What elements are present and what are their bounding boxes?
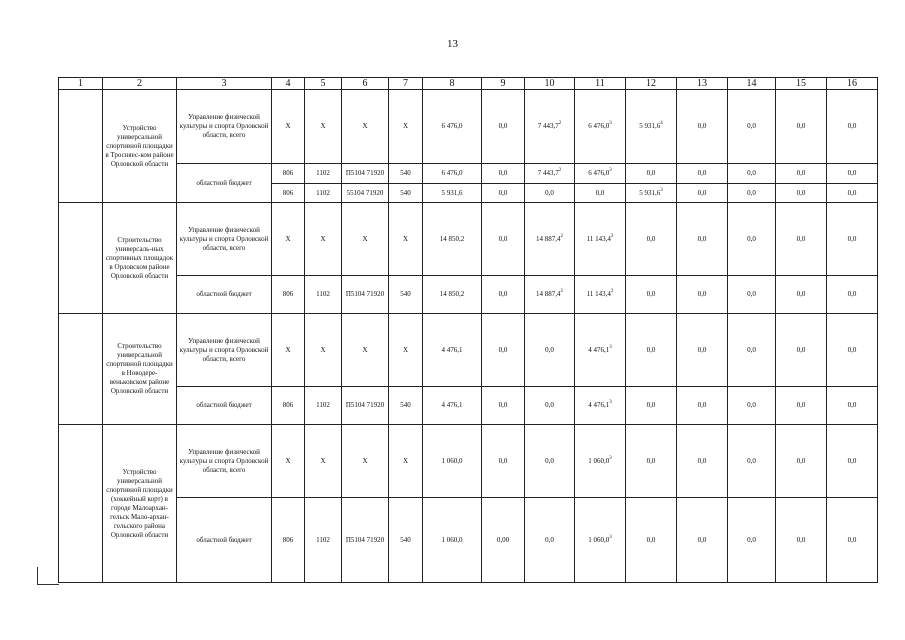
column-number: 6 <box>342 78 389 90</box>
cell-c4 <box>272 314 305 387</box>
cell-c9 <box>482 425 525 498</box>
cell-value: Х <box>285 122 291 130</box>
cell-c11 <box>575 498 626 583</box>
cell-value: 0,0 <box>847 234 857 243</box>
cell-c15 <box>776 276 827 314</box>
cell-c8 <box>423 276 482 314</box>
cell-c7 <box>389 387 423 425</box>
cell-value: Х <box>285 345 291 354</box>
cell-value: 0,0 <box>747 188 756 197</box>
footnote-mark: 3 <box>609 344 612 350</box>
margin-rule <box>37 584 59 585</box>
cell-c14 <box>728 90 776 164</box>
cell-c9 <box>482 203 525 276</box>
cell-value: 1 060,0 <box>441 456 463 465</box>
cell-value: 4 476,1 <box>441 345 463 354</box>
cell-c4 <box>272 498 305 583</box>
row-number-cell <box>59 314 103 425</box>
cell-value: 1102 <box>316 401 330 409</box>
cell-value: 7 443,7 <box>537 122 559 130</box>
row-number-cell <box>59 203 103 314</box>
cell-c10 <box>525 498 575 583</box>
cell-value: 0,0 <box>646 169 656 177</box>
footnote-mark: 3 <box>609 534 612 540</box>
cell-value: 5 931,6 <box>441 188 463 197</box>
column-number: 7 <box>389 78 423 90</box>
column-number: 9 <box>482 78 525 90</box>
cell-value: 1 060,0 <box>441 535 463 544</box>
cell-c13 <box>677 276 728 314</box>
cell-value: 0,0 <box>847 290 857 298</box>
budget-label: областной бюджет <box>177 387 272 425</box>
footnote-mark: 2 <box>560 289 563 294</box>
row-number-cell <box>59 425 103 583</box>
cell-value: 0,0 <box>747 345 756 354</box>
cell-c15 <box>776 90 827 164</box>
cell-value: 0,0 <box>498 290 508 298</box>
cell-value: 1102 <box>316 169 330 177</box>
cell-value: 0,0 <box>646 290 656 298</box>
cell-value: 540 <box>400 188 411 197</box>
cell-c6 <box>342 314 389 387</box>
table-row <box>59 314 878 387</box>
cell-value: 0,0 <box>847 188 857 197</box>
cell-value: 0,0 <box>498 234 508 243</box>
cell-c14 <box>728 314 776 387</box>
footnote-mark: 2 <box>558 121 562 126</box>
cell-value: 0,0 <box>646 401 656 409</box>
cell-value: 0,0 <box>545 345 554 354</box>
cell-value: 0,0 <box>697 169 707 177</box>
cell-c16 <box>827 184 878 203</box>
cell-c5 <box>305 387 342 425</box>
page-number: 13 <box>447 38 458 50</box>
cell-value: Х <box>285 456 291 465</box>
cell-value: 0,0 <box>847 345 857 354</box>
cell-value: Х <box>320 234 326 243</box>
cell-value: 0,0 <box>796 401 806 409</box>
cell-value: 0,0 <box>498 401 508 409</box>
cell-c14 <box>728 425 776 498</box>
cell-c6 <box>342 164 389 184</box>
column-number: 12 <box>626 78 677 90</box>
cell-c9 <box>482 276 525 314</box>
cell-c7 <box>389 425 423 498</box>
column-number: 13 <box>677 78 728 90</box>
cell-value: 0,0 <box>796 535 806 544</box>
cell-value: 0,0 <box>498 456 508 465</box>
cell-c8 <box>423 164 482 184</box>
cell-value: 0,0 <box>697 188 707 197</box>
cell-c15 <box>776 387 827 425</box>
footnote-mark: 2 <box>560 233 563 239</box>
cell-c7 <box>389 90 423 164</box>
cell-value: 11 143,4 <box>586 234 611 243</box>
cell-value: 0,0 <box>697 401 707 409</box>
cell-value: 806 <box>282 401 294 409</box>
cell-c10 <box>525 164 575 184</box>
cell-value: 7 443,7 <box>537 169 559 177</box>
cell-c13 <box>677 90 728 164</box>
cell-value: П5104 71920 <box>345 169 385 177</box>
cell-value: 806 <box>282 169 294 177</box>
row-number-cell <box>59 90 103 203</box>
footnote-mark: 4 <box>660 121 663 126</box>
executor-total-label: Управление физической культуры и спорта Орловской области, всего <box>177 203 272 276</box>
cell-c5 <box>305 203 342 276</box>
cell-value: 0,0 <box>847 122 857 130</box>
cell-c4 <box>272 203 305 276</box>
cell-c9 <box>482 164 525 184</box>
cell-c9 <box>482 387 525 425</box>
cell-value: 0,0 <box>847 535 857 544</box>
cell-c10 <box>525 314 575 387</box>
cell-c7 <box>389 203 423 276</box>
cell-c10 <box>525 425 575 498</box>
cell-value: 806 <box>282 188 294 197</box>
cell-c11 <box>575 425 626 498</box>
cell-value: 0,0 <box>796 456 806 465</box>
cell-value: 0,0 <box>796 234 806 243</box>
budget-label: областной бюджет <box>177 276 272 314</box>
cell-c12 <box>626 203 677 276</box>
cell-value: 540 <box>400 169 411 177</box>
cell-value: 0,0 <box>498 169 508 177</box>
cell-value: 0,0 <box>796 345 806 354</box>
cell-value: 14 887,4 <box>536 290 561 298</box>
cell-value: 0,00 <box>496 535 510 544</box>
cell-value: 0,0 <box>747 401 756 409</box>
cell-c16 <box>827 90 878 164</box>
cell-value: 6 476,0 <box>588 122 610 130</box>
cell-c10 <box>525 90 575 164</box>
cell-c14 <box>728 164 776 184</box>
cell-c7 <box>389 314 423 387</box>
cell-c8 <box>423 314 482 387</box>
cell-c13 <box>677 164 728 184</box>
cell-c16 <box>827 164 878 184</box>
cell-value: 0,0 <box>545 535 554 544</box>
cell-c5 <box>305 90 342 164</box>
column-number: 14 <box>728 78 776 90</box>
cell-c4 <box>272 387 305 425</box>
column-number: 15 <box>776 78 827 90</box>
cell-value: 5 931,6 <box>639 188 661 197</box>
cell-value: 0,0 <box>796 122 806 130</box>
cell-value: 0,0 <box>847 169 857 177</box>
cell-value: 540 <box>400 290 411 298</box>
cell-c6 <box>342 425 389 498</box>
cell-c12 <box>626 387 677 425</box>
executor-total-label: Управление физической культуры и спорта Орловской области, всего <box>177 90 272 164</box>
cell-value: Х <box>402 234 409 243</box>
cell-c5 <box>305 425 342 498</box>
cell-c13 <box>677 184 728 203</box>
cell-c7 <box>389 276 423 314</box>
cell-value: 0,0 <box>747 169 756 177</box>
budget-table <box>58 77 878 583</box>
cell-value: 55104 71920 <box>346 188 384 197</box>
cell-value: 0,0 <box>498 345 508 354</box>
cell-value: Х <box>320 456 326 465</box>
cell-c15 <box>776 203 827 276</box>
cell-value: 0,0 <box>595 188 605 197</box>
cell-c6 <box>342 498 389 583</box>
footnote-mark: 3 <box>609 168 612 173</box>
cell-c10 <box>525 203 575 276</box>
cell-c6 <box>342 387 389 425</box>
project-name: Строительство универсаль-ных спортивных площадок в Орловском районе Орловской области <box>103 203 177 314</box>
cell-value: Х <box>362 345 368 354</box>
cell-value: 1 060,0 <box>588 535 610 544</box>
cell-c12 <box>626 276 677 314</box>
cell-c9 <box>482 498 525 583</box>
cell-value: 14 850,2 <box>439 234 465 243</box>
cell-c16 <box>827 498 878 583</box>
cell-value: 0,0 <box>646 456 656 465</box>
cell-value: 0,0 <box>545 401 554 409</box>
cell-value: Х <box>362 456 368 465</box>
cell-value: 0,0 <box>545 188 554 197</box>
table-row <box>59 90 878 164</box>
cell-value: 6 476,0 <box>588 169 610 177</box>
cell-c15 <box>776 184 827 203</box>
cell-c7 <box>389 184 423 203</box>
footnote-mark: 3 <box>660 187 663 193</box>
cell-c14 <box>728 387 776 425</box>
cell-value: 14 887,4 <box>536 234 561 243</box>
cell-c11 <box>575 164 626 184</box>
cell-value: 4 476,1 <box>441 401 463 409</box>
cell-c11 <box>575 90 626 164</box>
project-name: Устройство универсальной спортивной площадки в Тросняес-ком районе Орловской области <box>103 90 177 203</box>
table-row <box>59 425 878 498</box>
footnote-mark: 3 <box>610 289 614 294</box>
column-number: 16 <box>827 78 878 90</box>
executor-total-label: Управление физической культуры и спорта Орловской области, всего <box>177 314 272 387</box>
cell-value: 0,0 <box>646 535 656 544</box>
cell-c16 <box>827 387 878 425</box>
cell-value: 0,0 <box>747 122 756 130</box>
margin-rule <box>37 567 38 585</box>
cell-value: 0,0 <box>747 535 756 544</box>
cell-value: 11 143,4 <box>586 290 611 298</box>
cell-value: 0,0 <box>498 122 508 130</box>
cell-value: 0,0 <box>747 456 756 465</box>
cell-value: 0,0 <box>796 188 806 197</box>
cell-c10 <box>525 184 575 203</box>
budget-label: областной бюджет <box>177 164 272 203</box>
cell-value: Х <box>362 234 368 243</box>
cell-value: Х <box>402 456 409 465</box>
cell-c5 <box>305 314 342 387</box>
cell-value: 0,0 <box>646 234 656 243</box>
cell-value: 0,0 <box>646 345 656 354</box>
cell-value: 0,0 <box>697 122 707 130</box>
table-row <box>59 387 878 425</box>
cell-c14 <box>728 184 776 203</box>
cell-c16 <box>827 314 878 387</box>
table-row <box>59 276 878 314</box>
cell-c7 <box>389 498 423 583</box>
cell-value: Х <box>362 122 368 130</box>
cell-c12 <box>626 90 677 164</box>
cell-c9 <box>482 314 525 387</box>
cell-c8 <box>423 90 482 164</box>
cell-c11 <box>575 184 626 203</box>
column-number-row <box>59 78 878 90</box>
cell-c16 <box>827 425 878 498</box>
cell-c4 <box>272 425 305 498</box>
column-number: 11 <box>575 78 626 90</box>
footnote-mark: 2 <box>558 168 562 173</box>
table-row <box>59 498 878 583</box>
cell-value: 0,0 <box>697 535 707 544</box>
budget-label: областной бюджет <box>177 498 272 583</box>
cell-value: П5104 71920 <box>345 290 385 298</box>
cell-c7 <box>389 164 423 184</box>
cell-value: 540 <box>400 535 411 544</box>
table-row <box>59 203 878 276</box>
cell-value: 6 476,0 <box>441 169 463 177</box>
project-name: Устройство универсальной спортивной площадки (хоккейный корт) в городе Малоархан-гельск Мало-архан-гельского района Орловской области <box>103 425 177 583</box>
cell-c14 <box>728 276 776 314</box>
cell-value: Х <box>402 122 409 130</box>
cell-c8 <box>423 387 482 425</box>
cell-value: Х <box>402 345 409 354</box>
cell-value: 4 476,1 <box>588 401 610 409</box>
cell-value: 806 <box>282 535 294 544</box>
column-number: 1 <box>59 78 103 90</box>
cell-c5 <box>305 498 342 583</box>
cell-c16 <box>827 203 878 276</box>
column-number: 2 <box>103 78 177 90</box>
cell-c4 <box>272 164 305 184</box>
cell-c14 <box>728 203 776 276</box>
cell-c8 <box>423 203 482 276</box>
cell-c13 <box>677 203 728 276</box>
cell-c12 <box>626 184 677 203</box>
cell-value: 0,0 <box>796 290 806 298</box>
footnote-mark: 3 <box>610 233 614 239</box>
footnote-mark: 3 <box>609 455 612 461</box>
cell-value: П5104 71920 <box>345 535 385 544</box>
cell-value: 0,0 <box>847 401 857 409</box>
cell-c13 <box>677 387 728 425</box>
executor-total-label: Управление физической культуры и спорта Орловской области, всего <box>177 425 272 498</box>
cell-c6 <box>342 90 389 164</box>
cell-c12 <box>626 164 677 184</box>
cell-value: 4 476,1 <box>588 345 610 354</box>
column-number: 5 <box>305 78 342 90</box>
cell-c15 <box>776 498 827 583</box>
cell-value: 1102 <box>316 535 330 544</box>
cell-c10 <box>525 276 575 314</box>
cell-value: 0,0 <box>697 234 707 243</box>
cell-value: Х <box>320 345 326 354</box>
cell-c15 <box>776 314 827 387</box>
cell-value: Х <box>285 234 291 243</box>
column-number: 10 <box>525 78 575 90</box>
cell-value: 1102 <box>316 290 330 298</box>
cell-c5 <box>305 184 342 203</box>
cell-c11 <box>575 387 626 425</box>
cell-c9 <box>482 184 525 203</box>
cell-c4 <box>272 90 305 164</box>
cell-value: 14 850,2 <box>439 290 465 298</box>
cell-value: Х <box>320 122 326 130</box>
column-number: 8 <box>423 78 482 90</box>
cell-c4 <box>272 184 305 203</box>
column-number: 3 <box>177 78 272 90</box>
cell-c11 <box>575 276 626 314</box>
cell-c8 <box>423 498 482 583</box>
cell-c12 <box>626 498 677 583</box>
cell-c6 <box>342 276 389 314</box>
cell-c12 <box>626 314 677 387</box>
cell-c16 <box>827 276 878 314</box>
cell-c8 <box>423 184 482 203</box>
cell-value: 6 476,0 <box>441 122 463 130</box>
cell-c9 <box>482 90 525 164</box>
cell-c15 <box>776 425 827 498</box>
cell-value: 0,0 <box>697 456 707 465</box>
cell-c5 <box>305 164 342 184</box>
cell-c4 <box>272 276 305 314</box>
cell-value: 1 060,0 <box>588 456 610 465</box>
cell-c6 <box>342 184 389 203</box>
footnote-mark: 3 <box>609 121 612 126</box>
footnote-mark: 3 <box>609 400 612 405</box>
cell-value: 0,0 <box>697 345 707 354</box>
cell-c11 <box>575 314 626 387</box>
cell-value: 0,0 <box>498 188 508 197</box>
cell-c8 <box>423 425 482 498</box>
cell-value: 5 931,6 <box>639 122 661 130</box>
cell-value: 0,0 <box>747 234 756 243</box>
cell-value: 0,0 <box>796 169 806 177</box>
cell-c13 <box>677 314 728 387</box>
cell-c6 <box>342 203 389 276</box>
cell-c13 <box>677 425 728 498</box>
cell-value: 1102 <box>316 188 330 197</box>
column-number: 4 <box>272 78 305 90</box>
cell-c11 <box>575 203 626 276</box>
cell-c14 <box>728 498 776 583</box>
cell-value: 0,0 <box>747 290 756 298</box>
cell-value: П5104 71920 <box>345 401 385 409</box>
cell-value: 806 <box>282 290 294 298</box>
table-row <box>59 164 878 184</box>
cell-value: 0,0 <box>545 456 554 465</box>
cell-c10 <box>525 387 575 425</box>
cell-value: 0,0 <box>697 290 707 298</box>
cell-c13 <box>677 498 728 583</box>
project-name: Строительство универсальной спортивной площадки в Новодере-веньковском районе Орловской области <box>103 314 177 425</box>
cell-value: 540 <box>400 401 411 409</box>
cell-c5 <box>305 276 342 314</box>
cell-value: 0,0 <box>847 456 857 465</box>
cell-c12 <box>626 425 677 498</box>
cell-c15 <box>776 164 827 184</box>
